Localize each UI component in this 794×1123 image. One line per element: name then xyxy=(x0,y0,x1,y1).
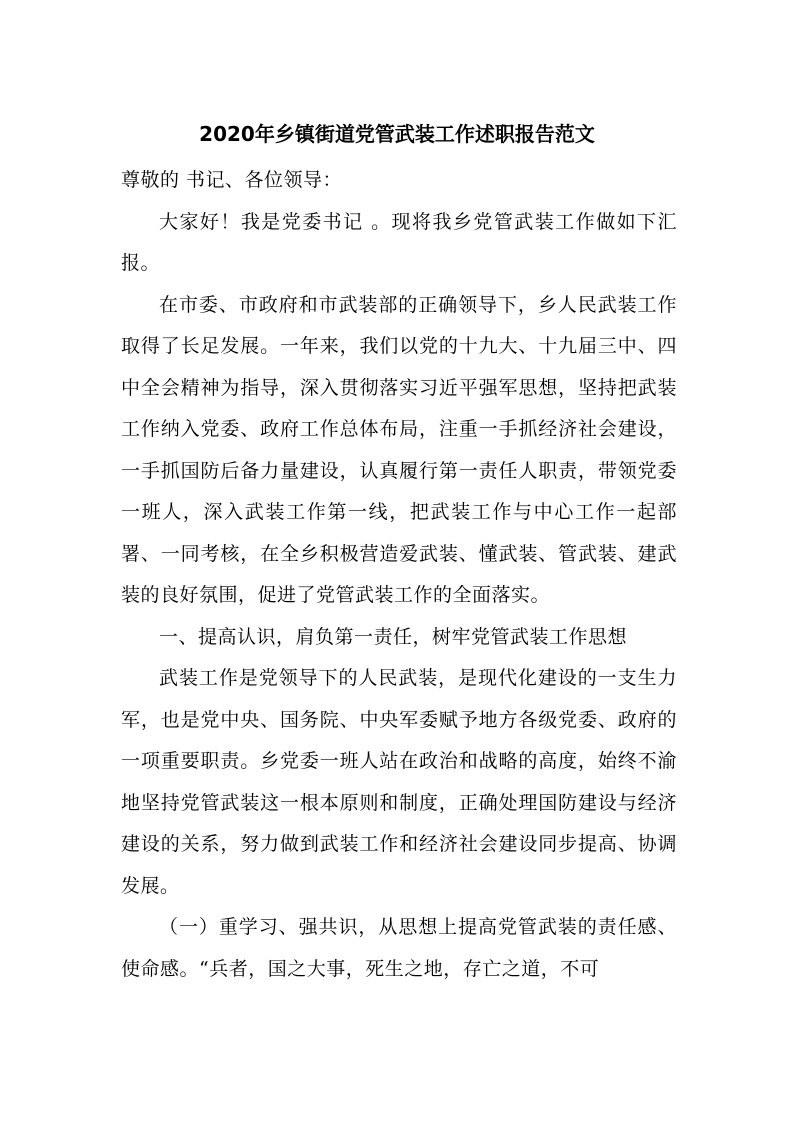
section-heading-1: 一、提高认识，肩负第一责任，树牢党管武装工作思想 xyxy=(159,625,628,648)
document-title: 2020年乡镇街道党管武装工作述职报告范文 xyxy=(199,122,595,146)
document-body xyxy=(121,160,677,990)
greeting-paragraph: 大家好！我是党委书记 。现将我乡党管武装工作做如下汇报。 xyxy=(121,210,677,274)
overview-paragraph: 在市委、市政府和市武装部的正确领导下，乡人民武装工作取得了长足发展。一年来，我们以党的十九大、十九届三中、四中全会精神为指导，深入贯彻落实习近平强军思想，坚持把武装工作纳入党委、政府工作总体布局，注重一手抓经济社会建设，一手抓国防后备力量建设，认真履行第一责任人职责，带领党委一班人，深入武装工作第一线，把武装工作与中心工作一起部署、一同考核，在全乡积极营造爱武装、懂武装、管武装、建武装的良好氛围，促进了党管武装工作的全面落实。 xyxy=(121,293,677,606)
section-1-paragraph: 武装工作是党领导下的人民武装，是现代化建设的一支生力军，也是党中央、国务院、中央军委赋予地方各级党委、政府的一项重要职责。乡党委一班人站在政治和战略的高度，始终不渝地坚持党管武装这一根本原则和制度，正确处理国防建设与经济建设的关系，努力做到武装工作和经济社会建设同步提高、协调发展。 xyxy=(121,667,677,897)
salutation-paragraph: 尊敬的 书记、各位领导： xyxy=(121,169,343,191)
subsection-1-paragraph: （一）重学习、强共识，从思想上提高党管武装的责任感、使命感。“兵者，国之大事，死生之地，存亡之道，不可 xyxy=(121,916,677,980)
